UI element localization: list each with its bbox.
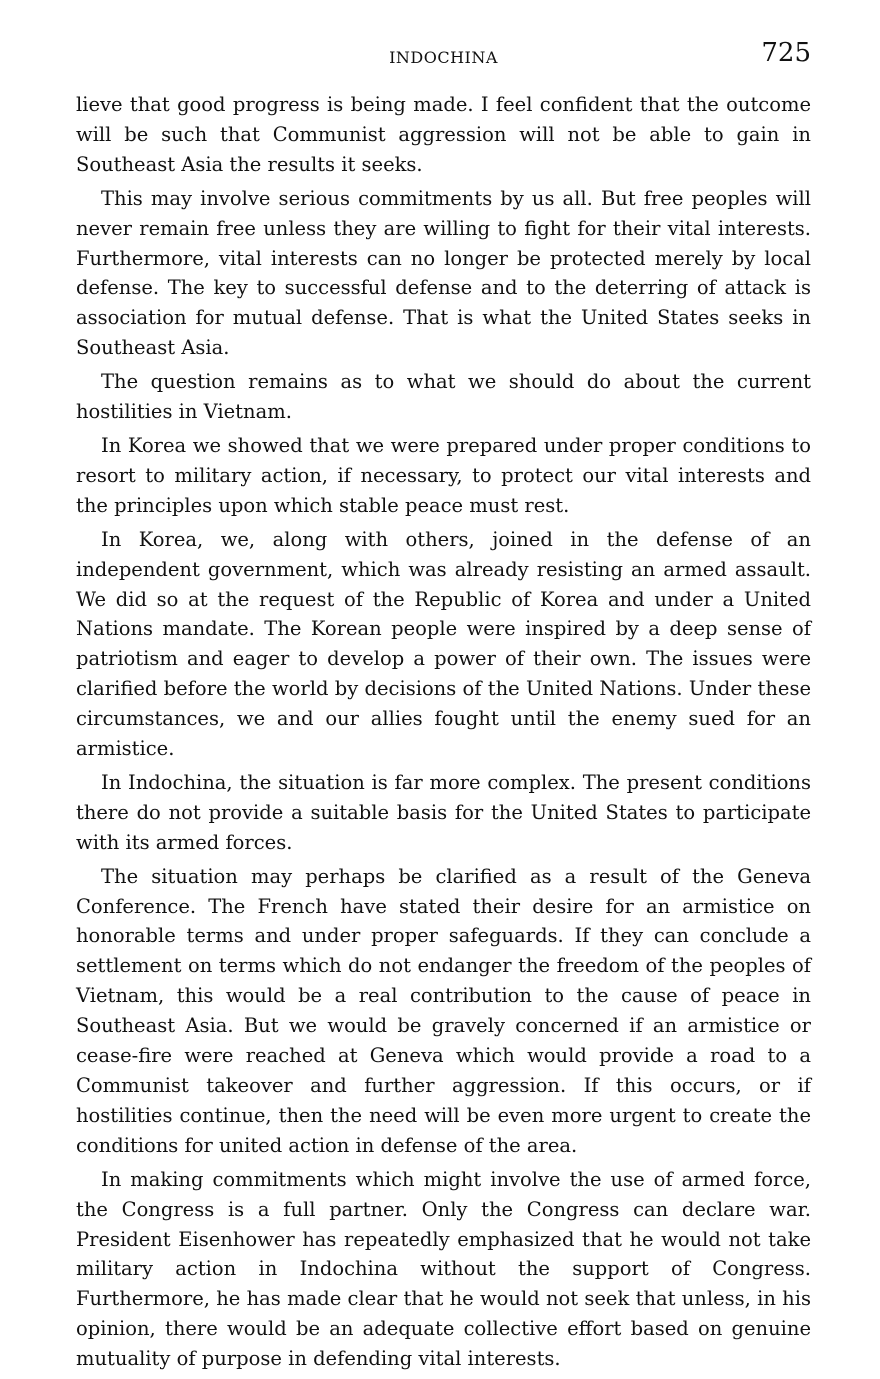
paragraph-continued: lieve that good progress is being made. I feel confident that the outcome will be such that Communist aggression will not be able to gain in Southeast Asia the results it seeks. — [76, 93, 811, 176]
page-number: 725 — [761, 38, 811, 68]
paragraph: In Indochina, the situation is far more complex. The present conditions there do not provide a suitable basis for the United States to participate with its armed forces. — [76, 770, 811, 854]
body-text — [76, 90, 811, 1378]
paragraph: The situation may perhaps be clarified as a result of the Geneva Conference. The French have stated their desire for an armistice on honorable terms and under proper safeguards. If they can conclude a settlement on terms which do not endanger the freedom of the peoples of Vietnam, this would be a real contribution to the cause of peace in Southeast Asia. But we would be gravely concerned if an armistice or cease-fire were reached at Geneva which would provide a road to a Communist takeover and further aggression. If this occurs, or if hostilities continue, then the need will be even more urgent to create the conditions for united action in defense of the area. — [76, 864, 811, 1157]
running-head-title: INDOCHINA — [389, 48, 498, 67]
running-head — [76, 36, 811, 76]
paragraph: The question remains as to what we should do about the current hostilities in Vietnam. — [76, 370, 811, 424]
paragraph: In Korea, we, along with others, joined in the defense of an independent government, which was already resisting an armed assault. We did so at the request of the Republic of Korea and under a United Nations mandate. The Korean people were inspired by a deep sense of patriotism and eager to develop a power of their own. The issues were clarified before the world by decisions of the United Nations. Under these circumstances, we and our allies fought until the enemy sued for an armistice. — [76, 527, 811, 761]
paragraph: This may involve serious commitments by us all. But free peoples will never remain free unless they are willing to fight for their vital interests. Furthermore, vital interests can no longer be protected merely by local defense. The key to successful defense and to the deterring of attack is association for mutual defense. That is what the United States seeks in Southeast Asia. — [76, 186, 811, 360]
paragraph: In making commitments which might involve the use of armed force, the Congress is a full partner. Only the Congress can declare war. President Eisenhower has repeatedly emphasized that he would not take military action in Indochina without the support of Congress. Furthermore, he has made clear that he would not seek that unless, in his opinion, there would be an adequate collective effort based on genuine mutuality of purpose in defending vital interests. — [76, 1167, 811, 1371]
paragraph: In Korea we showed that we were prepared under proper conditions to resort to military action, if necessary, to protect our vital interests and the principles upon which stable peace must rest. — [76, 433, 811, 517]
